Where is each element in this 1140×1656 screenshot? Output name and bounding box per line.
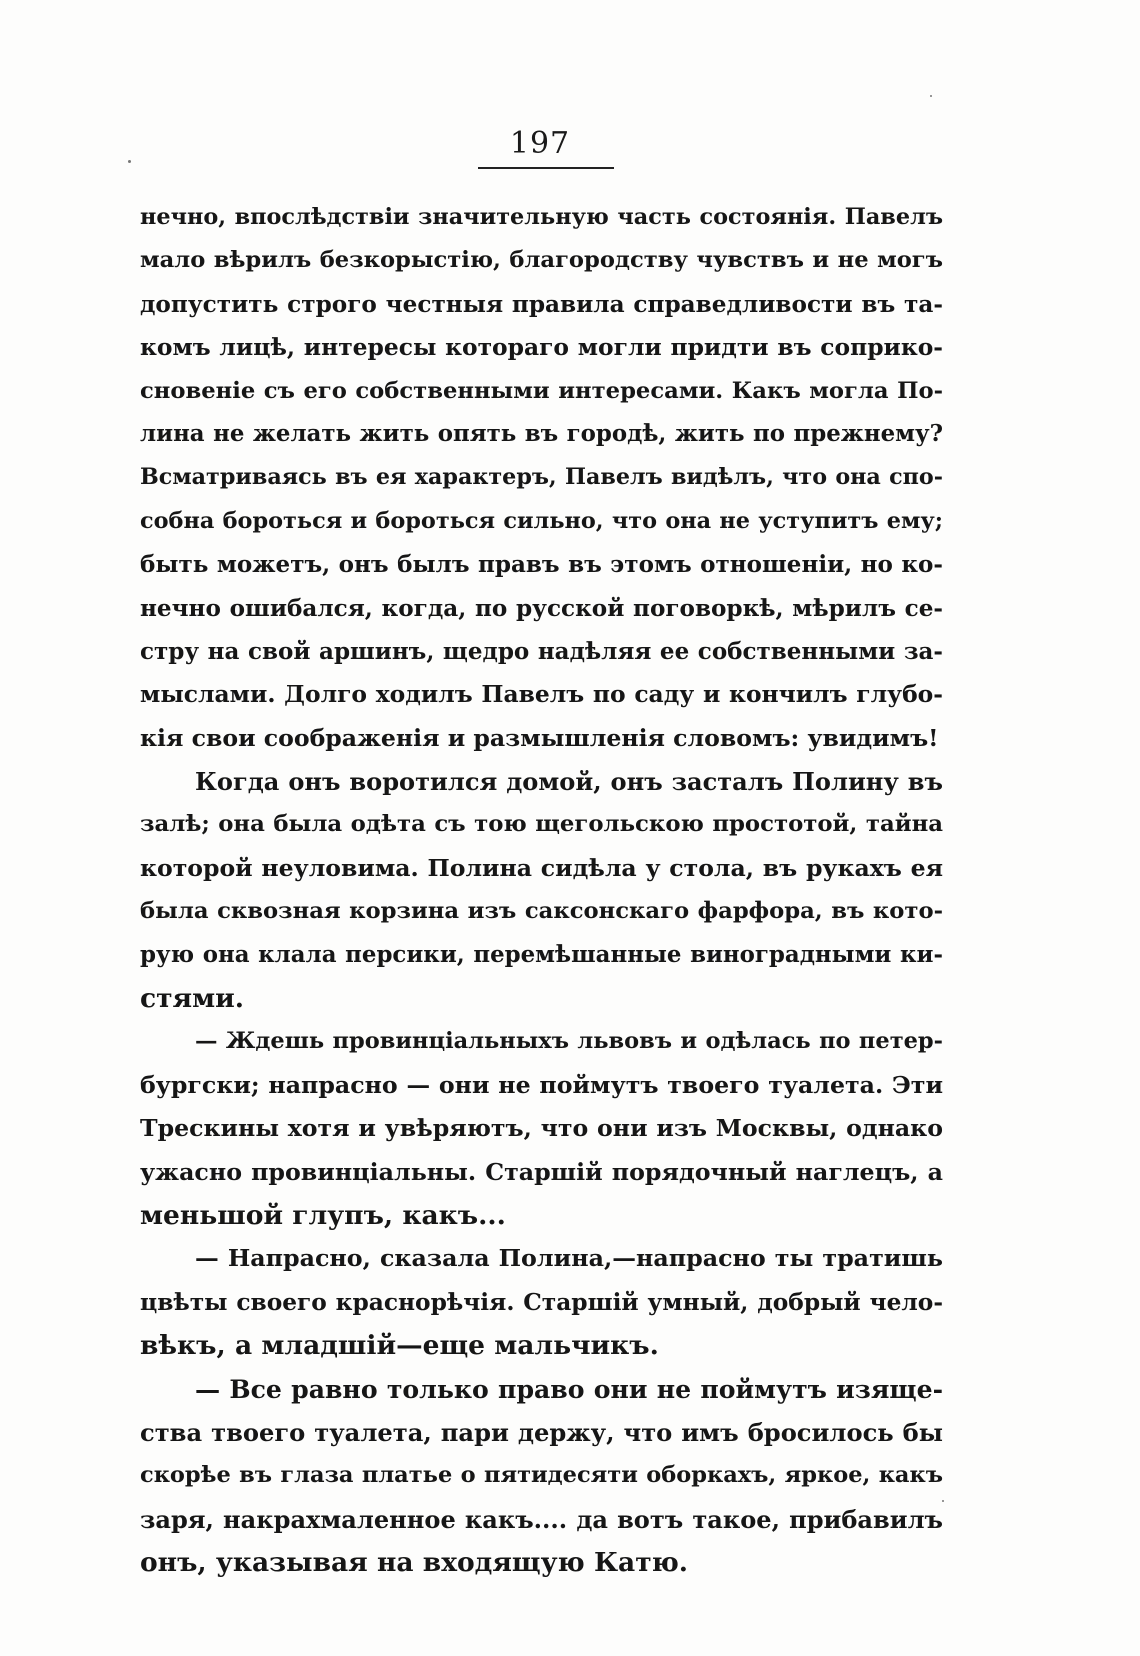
text-line: цвѣты своего краснорѣчія. Старшій умный, добрый чело- <box>140 1288 943 1316</box>
text-line: рую она клала персики, перемѣшанные виноградными ки- <box>140 941 943 968</box>
text-line: скорѣе въ глаза платье о пятидесяти оборкахъ, яркое, какъ <box>140 1462 943 1489</box>
page-number: 197 <box>509 126 571 161</box>
text-line: мало вѣрилъ безкорыстію, благородству чувствъ и не могъ <box>140 247 943 274</box>
text-line: нечно ошибался, когда, по русской поговоркѣ, мѣрилъ се- <box>140 594 943 622</box>
text-line: нечно, впослѣдствіи значительную часть состоянія. Павелъ <box>140 204 943 230</box>
text-line: — Ждешь провинціальныхъ львовъ и одѣлась по петер- <box>195 1028 943 1055</box>
text-line: вѣкъ, а младшій—еще мальчикъ. <box>140 1330 659 1362</box>
paragraph <box>140 196 943 760</box>
text-line: — Все равно только право они не поймутъ изяще- <box>195 1373 943 1404</box>
text-line: лина не желать жить опять въ городѣ, жить по прежнему? <box>140 420 943 447</box>
text-line: онъ, указывая на входящую Катю. <box>140 1547 689 1579</box>
paragraph <box>140 1237 943 1367</box>
body-text <box>140 196 943 1585</box>
text-line: бургски; напрасно — они не поймутъ твоего туалета. Эти <box>140 1070 943 1099</box>
text-line: кія свои соображенія и размышленія словомъ: увидимъ! <box>140 723 939 752</box>
text-line: которой неуловима. Полина сидѣла у стола, въ рукахъ ея <box>140 853 943 882</box>
text-line: залѣ; она была одѣта съ тою щегольскою простотой, тайна <box>140 811 943 838</box>
text-line: Трескины хотя и увѣряютъ, что они изъ Москвы, однако <box>140 1114 943 1143</box>
text-line: — Напрасно, сказала Полина,—напрасно ты тратишь <box>195 1244 943 1273</box>
paragraph <box>140 760 943 1020</box>
text-line: мыслами. Долго ходилъ Павелъ по саду и кончилъ глубо- <box>140 680 943 709</box>
text-line: Всматриваясь въ ея характеръ, Павелъ видѣлъ, что она спо- <box>140 464 943 491</box>
text-line: ства твоего туалета, пари держу, что имъ бросилось бы <box>140 1417 943 1447</box>
text-line: стями. <box>140 983 245 1015</box>
text-line: стру на свой аршинъ, щедро надѣляя ее собственными за- <box>140 637 943 665</box>
text-line: была сквозная корзина изъ саксонскаго фарфора, въ кото- <box>140 898 943 925</box>
text-line: допустить строго честныя правила справедливости въ та- <box>140 290 943 318</box>
text-line: Когда онъ воротился домой, онъ засталъ Полину въ <box>195 767 943 797</box>
text-line: меньшой глупъ, какъ... <box>140 1199 506 1231</box>
paragraph <box>140 1368 943 1585</box>
text-line: комъ лицѣ, интересы котораго могли придти въ соприко- <box>140 333 943 362</box>
text-line: ужасно провинціальны. Старшій порядочный наглецъ, а <box>140 1157 943 1186</box>
paper-speck <box>930 95 932 97</box>
text-line: сновеніе съ его собственными интересами. Какъ могла По- <box>140 377 943 404</box>
text-line: заря, накрахмаленное какъ.... да вотъ такое, прибавилъ <box>140 1504 943 1534</box>
paper-speck <box>128 160 131 163</box>
page-number-rule <box>478 167 614 169</box>
text-line: быть можетъ, онъ былъ правъ въ этомъ отношеніи, но ко- <box>140 551 943 579</box>
paragraph <box>140 1020 943 1237</box>
text-line: собна бороться и бороться сильно, что она не уступитъ ему; <box>140 507 943 534</box>
